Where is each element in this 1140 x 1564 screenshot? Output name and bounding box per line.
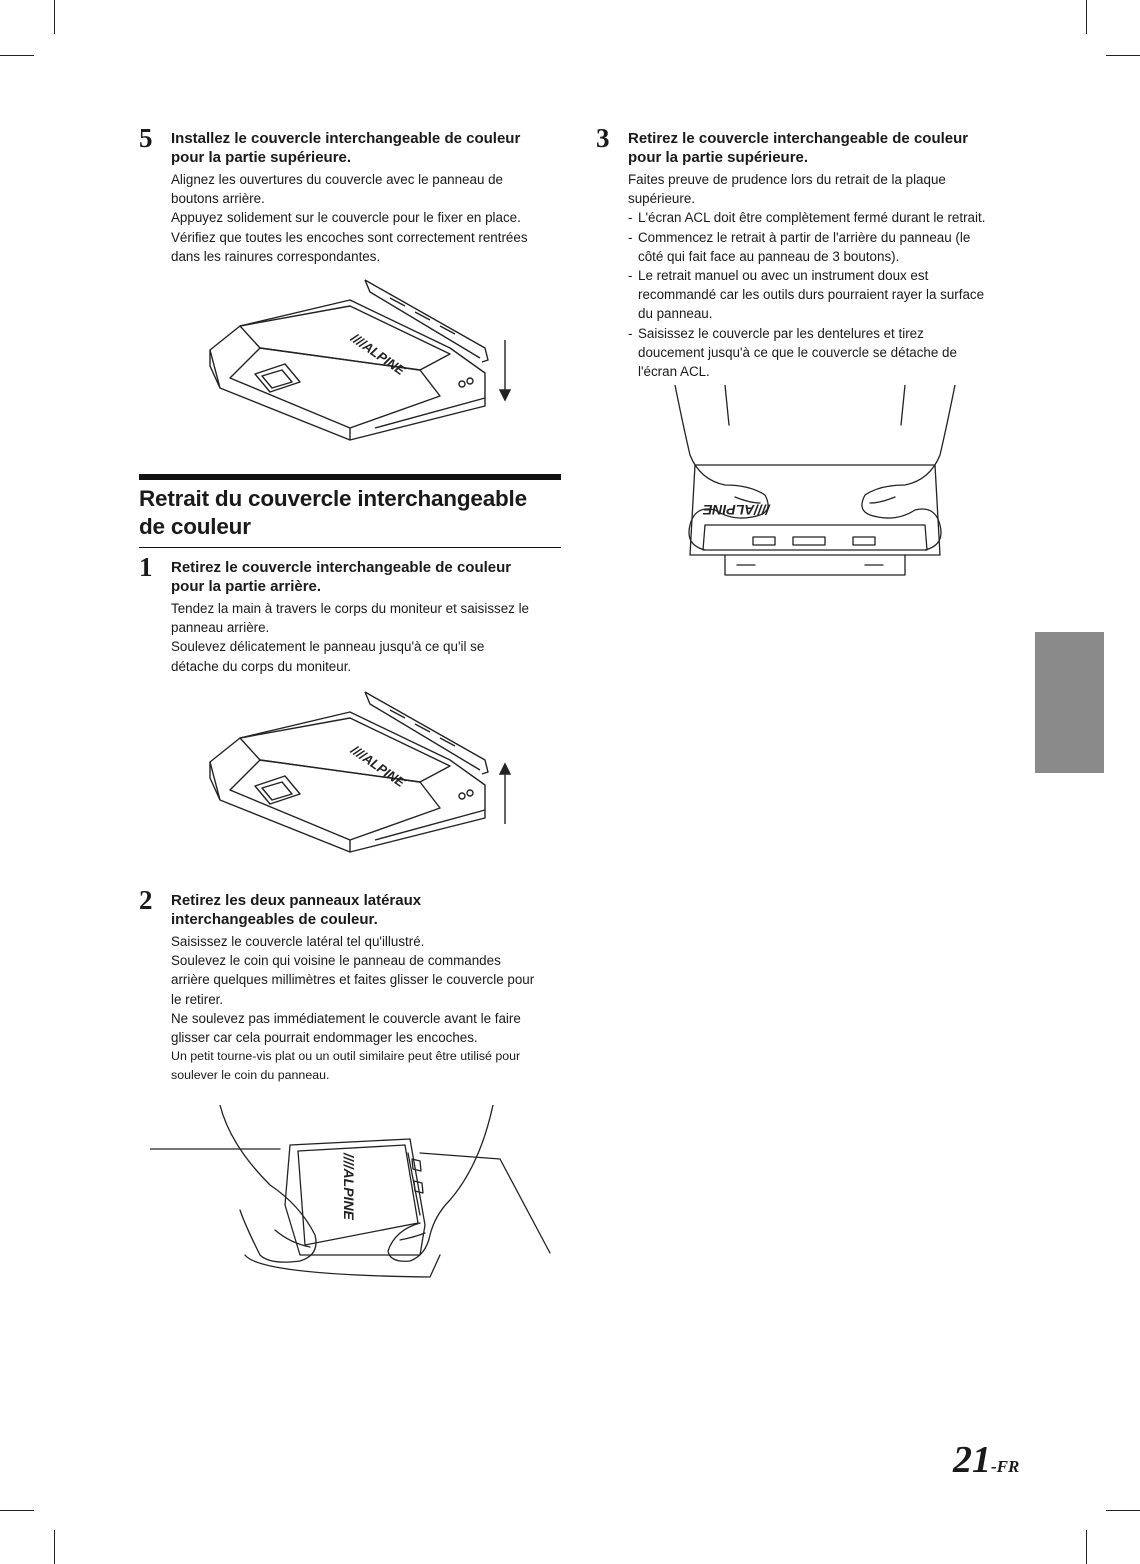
step-body: Faites preuve de prudence lors du retrait de la plaque supérieure. - L'écran ACL doit être complètement fermé durant le retrait. - Commencez le retrait à partir de l'arrière du panneau (le côté qui fait face au panneau de 3 boutons). - Le retrait manuel ou avec un instrument doux est recommandé car les outils durs pourraient rayer la surface du panneau. - Saisissez le couvercle par les dentelures et tirez doucement jusqu'à ce que le couvercle se détache de l'écran ACL.	[628, 170, 1036, 381]
page-number: 21-FR	[953, 1439, 1020, 1481]
step-2	[139, 885, 569, 1086]
step-body: Alignez les ouvertures du couvercle avec le panneau de boutons arrière. Appuyez solidement sur le couvercle pour le fixer en place. Vérifiez que toutes les encoches sont correctement rentrées dans les rainures correspondantes.	[171, 172, 528, 264]
alpine-logo: ////ALPINE	[703, 502, 770, 518]
step-3	[596, 123, 1036, 381]
crop-mark	[0, 1510, 34, 1511]
arrow-up-icon	[500, 764, 510, 824]
step-title: Retirez le couvercle interchangeable de couleur pour la partie arrière.	[171, 559, 512, 595]
monitor-figure-step1	[200, 690, 520, 860]
step-5	[139, 123, 569, 266]
bullet-item: - Commencez le retrait à partir de l'arrière du panneau (le côté qui fait face au panneau de 3 boutons).	[628, 229, 971, 264]
step-title: Retirez les deux panneaux latéraux interchangeables de couleur.	[171, 892, 422, 928]
step-title: Retirez le couvercle interchangeable de couleur pour la partie supérieure.	[628, 130, 969, 166]
crop-mark	[1106, 55, 1140, 56]
alpine-logo: ////ALPINE	[348, 742, 408, 791]
step-1	[139, 552, 569, 676]
step-number: 2	[139, 885, 153, 915]
crop-mark	[54, 1530, 55, 1564]
crop-mark	[0, 55, 34, 56]
crop-mark	[54, 0, 55, 34]
crop-mark	[1106, 1510, 1140, 1511]
bullet-item: - Saisissez le couvercle par les dentelures et tirez doucement jusqu'à ce que le couvercle se détache de l'écran ACL.	[628, 325, 957, 380]
section-title: Retrait du couvercle interchangeable de couleur	[139, 486, 527, 539]
section-heading	[139, 474, 561, 548]
step-number: 1	[139, 552, 153, 582]
monitor-figure-step5	[200, 278, 520, 448]
hands-top-cover-figure	[665, 385, 965, 585]
step-number: 3	[596, 123, 610, 153]
alpine-logo: ////ALPINE	[341, 1153, 357, 1220]
hands-side-panel-figure	[150, 1105, 560, 1285]
bullet-item: - Le retrait manuel ou avec un instrument doux est recommandé car les outils durs pourraient rayer la surface du panneau.	[628, 268, 985, 322]
arrow-down-icon	[500, 340, 510, 400]
step-title: Installez le couvercle interchangeable de couleur pour la partie supérieure.	[171, 130, 521, 166]
bullet-item: - L'écran ACL doit être complètement fermé durant le retrait.	[628, 210, 986, 226]
step-number: 5	[139, 123, 153, 153]
language-tab	[1035, 632, 1104, 773]
alpine-logo: ////ALPINE	[348, 330, 408, 379]
crop-mark	[1086, 1530, 1087, 1564]
crop-mark	[1086, 0, 1087, 34]
step-body: Tendez la main à travers le corps du moniteur et saisissez le panneau arrière. Soulevez délicatement le panneau jusqu'à ce qu'il se détache du corps du moniteur.	[171, 601, 529, 674]
step-body: Saisissez le couvercle latéral tel qu'illustré. Soulevez le coin qui voisine le panneau de commandes arrière quelques millimètres et faites glisser le couvercle pour le retirer. Ne soulevez pas immédiatement le couvercle avant le faire glisser car cela pourrait endommager les encoches. Un petit tourne-vis plat ou un outil similaire peut être utilisé pour soulever le coin du panneau.	[171, 934, 535, 1083]
